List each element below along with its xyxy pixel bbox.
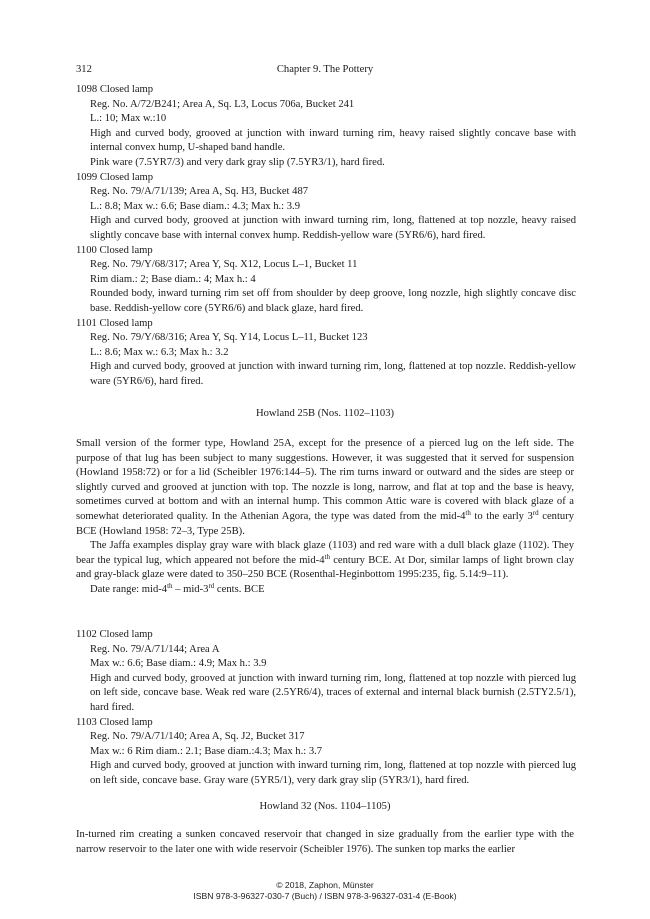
date-range: Date range: mid-4th – mid-3rd cents. BCE [90,581,265,595]
entry-title: 1103 Closed lamp [76,716,153,728]
entry-dimensions: L.: 8.6; Max w.: 6.3; Max h.: 3.2 [90,346,229,358]
entry-title: 1099 Closed lamp [76,171,154,183]
entry-registration: Reg. No. A/72/B241; Area A, Sq. L3, Locus 706a, Bucket 241 [90,98,355,110]
section-body [76,828,574,857]
entry-registration: Reg. No. 79/A/71/139; Area A, Sq. H3, Bucket 487 [90,186,309,198]
entry-dimensions: Max w.: 6.6; Base diam.: 4.9; Max h.: 3.9 [90,658,267,670]
entry-registration: Reg. No. 79/Y/68/316; Area Y, Sq. Y14, Locus L–11, Bucket 123 [90,332,368,344]
entry-description: High and curved body, grooved at junction with inward turning rim, long, flattened at top nozzle with pierced lug on left side, concave base. Weak red ware (2.5YR6/4), traces of external and internal black burnish (2.5TY2.5/1), hard fired. [90,672,576,713]
section-body [76,437,574,598]
entry-title: 1101 Closed lamp [76,317,153,329]
catalogue-entry [76,317,576,390]
running-title: Chapter 9. The Pottery [276,64,374,75]
body-paragraph: Small version of the former type, Howland 25A, except for the presence of a pierced lug on the left side. The purpose of that lug has been subject to many suggestions. However, it was suggested that it served for suspension (Howland 1958:72) or for a lid (Scheibler 1976:144–5). The rim turns inward or outward and the sides are steep or slightly curved and grooved at junction with top. The nozzle is long, narrow, and flat at top and the base is heavy, sometimes curved at bottom and with an internal hump. This common Attic ware is covered with black glaze of a somewhat deteriorated quality. In the Athenian Agora, the type was dated from the mid-4th to the early 3rd century BCE (Howland 1958: 72–3, Type 25B). [76,438,575,537]
entry-registration: Reg. No. 79/A/71/140; Area A, Sq. J2, Bucket 317 [90,731,305,743]
entry-dimensions: Rim diam.: 2; Base diam.: 4; Max h.: 4 [90,273,256,285]
catalogue-entry [76,83,576,171]
entry-dimensions: L.: 8.8; Max w.: 6.6; Base diam.: 4.3; Max h.: 3.9 [90,200,300,212]
page-number: 312 [76,64,92,75]
entry-description: High and curved body, grooved at junction with inward turning rim, long, flattened at top nozzle with pierced lug on left side, concave base. Gray ware (5YR5/1), very dark gray slip (5YR3/1), hard fired. [90,760,576,786]
body-paragraph: In-turned rim creating a sunken concaved reservoir that changed in size gradually from the earlier type with the narrow reservoir to the later one with wide reservoir (Scheibler 1976). The sunken top marks the earlier [76,829,574,855]
catalogue-group-1 [76,83,576,389]
entry-title: 1100 Closed lamp [76,244,153,256]
entry-dimensions: Max w.: 6 Rim diam.: 2.1; Base diam.:4.3; Max h.: 3.7 [90,745,323,757]
entry-dimensions: L.: 10; Max w.:10 [90,113,167,125]
entry-description: High and curved body, grooved at junction with inward turning rim, long, flattened at top nozzle, heavy raised slightly concave base with internal convex hump. Reddish-yellow ware (5YR6/6), hard fired. [90,215,576,241]
entry-registration: Reg. No. 79/A/71/144; Area A [90,643,220,655]
entry-registration: Reg. No. 79/Y/68/317; Area Y, Sq. X12, Locus L–1, Bucket 11 [90,259,358,271]
entry-description: Rounded body, inward turning rim set off from shoulder by deep groove, long nozzle, high slightly concave disc base. Reddish-yellow core (5YR6/6) and black glaze, hard fired. [90,288,576,314]
section-heading: Howland 32 (Nos. 1104–1105) [259,801,391,812]
catalogue-entry [76,244,576,317]
catalogue-entry [76,628,576,716]
body-paragraph: The Jaffa examples display gray ware with black glaze (1103) and red ware with a dull black glaze (1102). They bear the typical lug, which appeared not before the mid-4th century BCE. At Dor, similar lamps of light brown clay and gray-black glaze were dated to 350–250 BCE (Rosenthal-Heginbottom 1995:235, fig. 5.14:9–11). [76,540,574,581]
copyright-line: © 2018, Zaphon, Münster [276,880,374,890]
catalogue-entry [76,716,576,789]
entry-title: 1098 Closed lamp [76,84,154,95]
page-footer [76,880,574,902]
page-header [76,63,574,78]
entry-description: High and curved body, grooved at junction with inward turning rim, long, flattened at top nozzle. Reddish-yellow ware (5YR6/6), hard fired. [90,361,576,387]
entry-description: High and curved body, grooved at junction with inward turning rim, heavy raised slightly concave base with internal convex hump, U-shaped band handle. [90,127,576,154]
catalogue-entry [76,171,576,244]
entry-title: 1102 Closed lamp [76,629,153,640]
isbn-line: ISBN 978-3-96327-030-7 (Buch) / ISBN 978-3-96327-031-4 (E-Book) [193,891,457,901]
catalogue-group-2 [76,628,576,789]
entry-ware: Pink ware (7.5YR7/3) and very dark gray slip (7.5YR3/1), hard fired. [90,156,385,168]
section-heading: Howland 25B (Nos. 1102–1103) [255,408,395,419]
